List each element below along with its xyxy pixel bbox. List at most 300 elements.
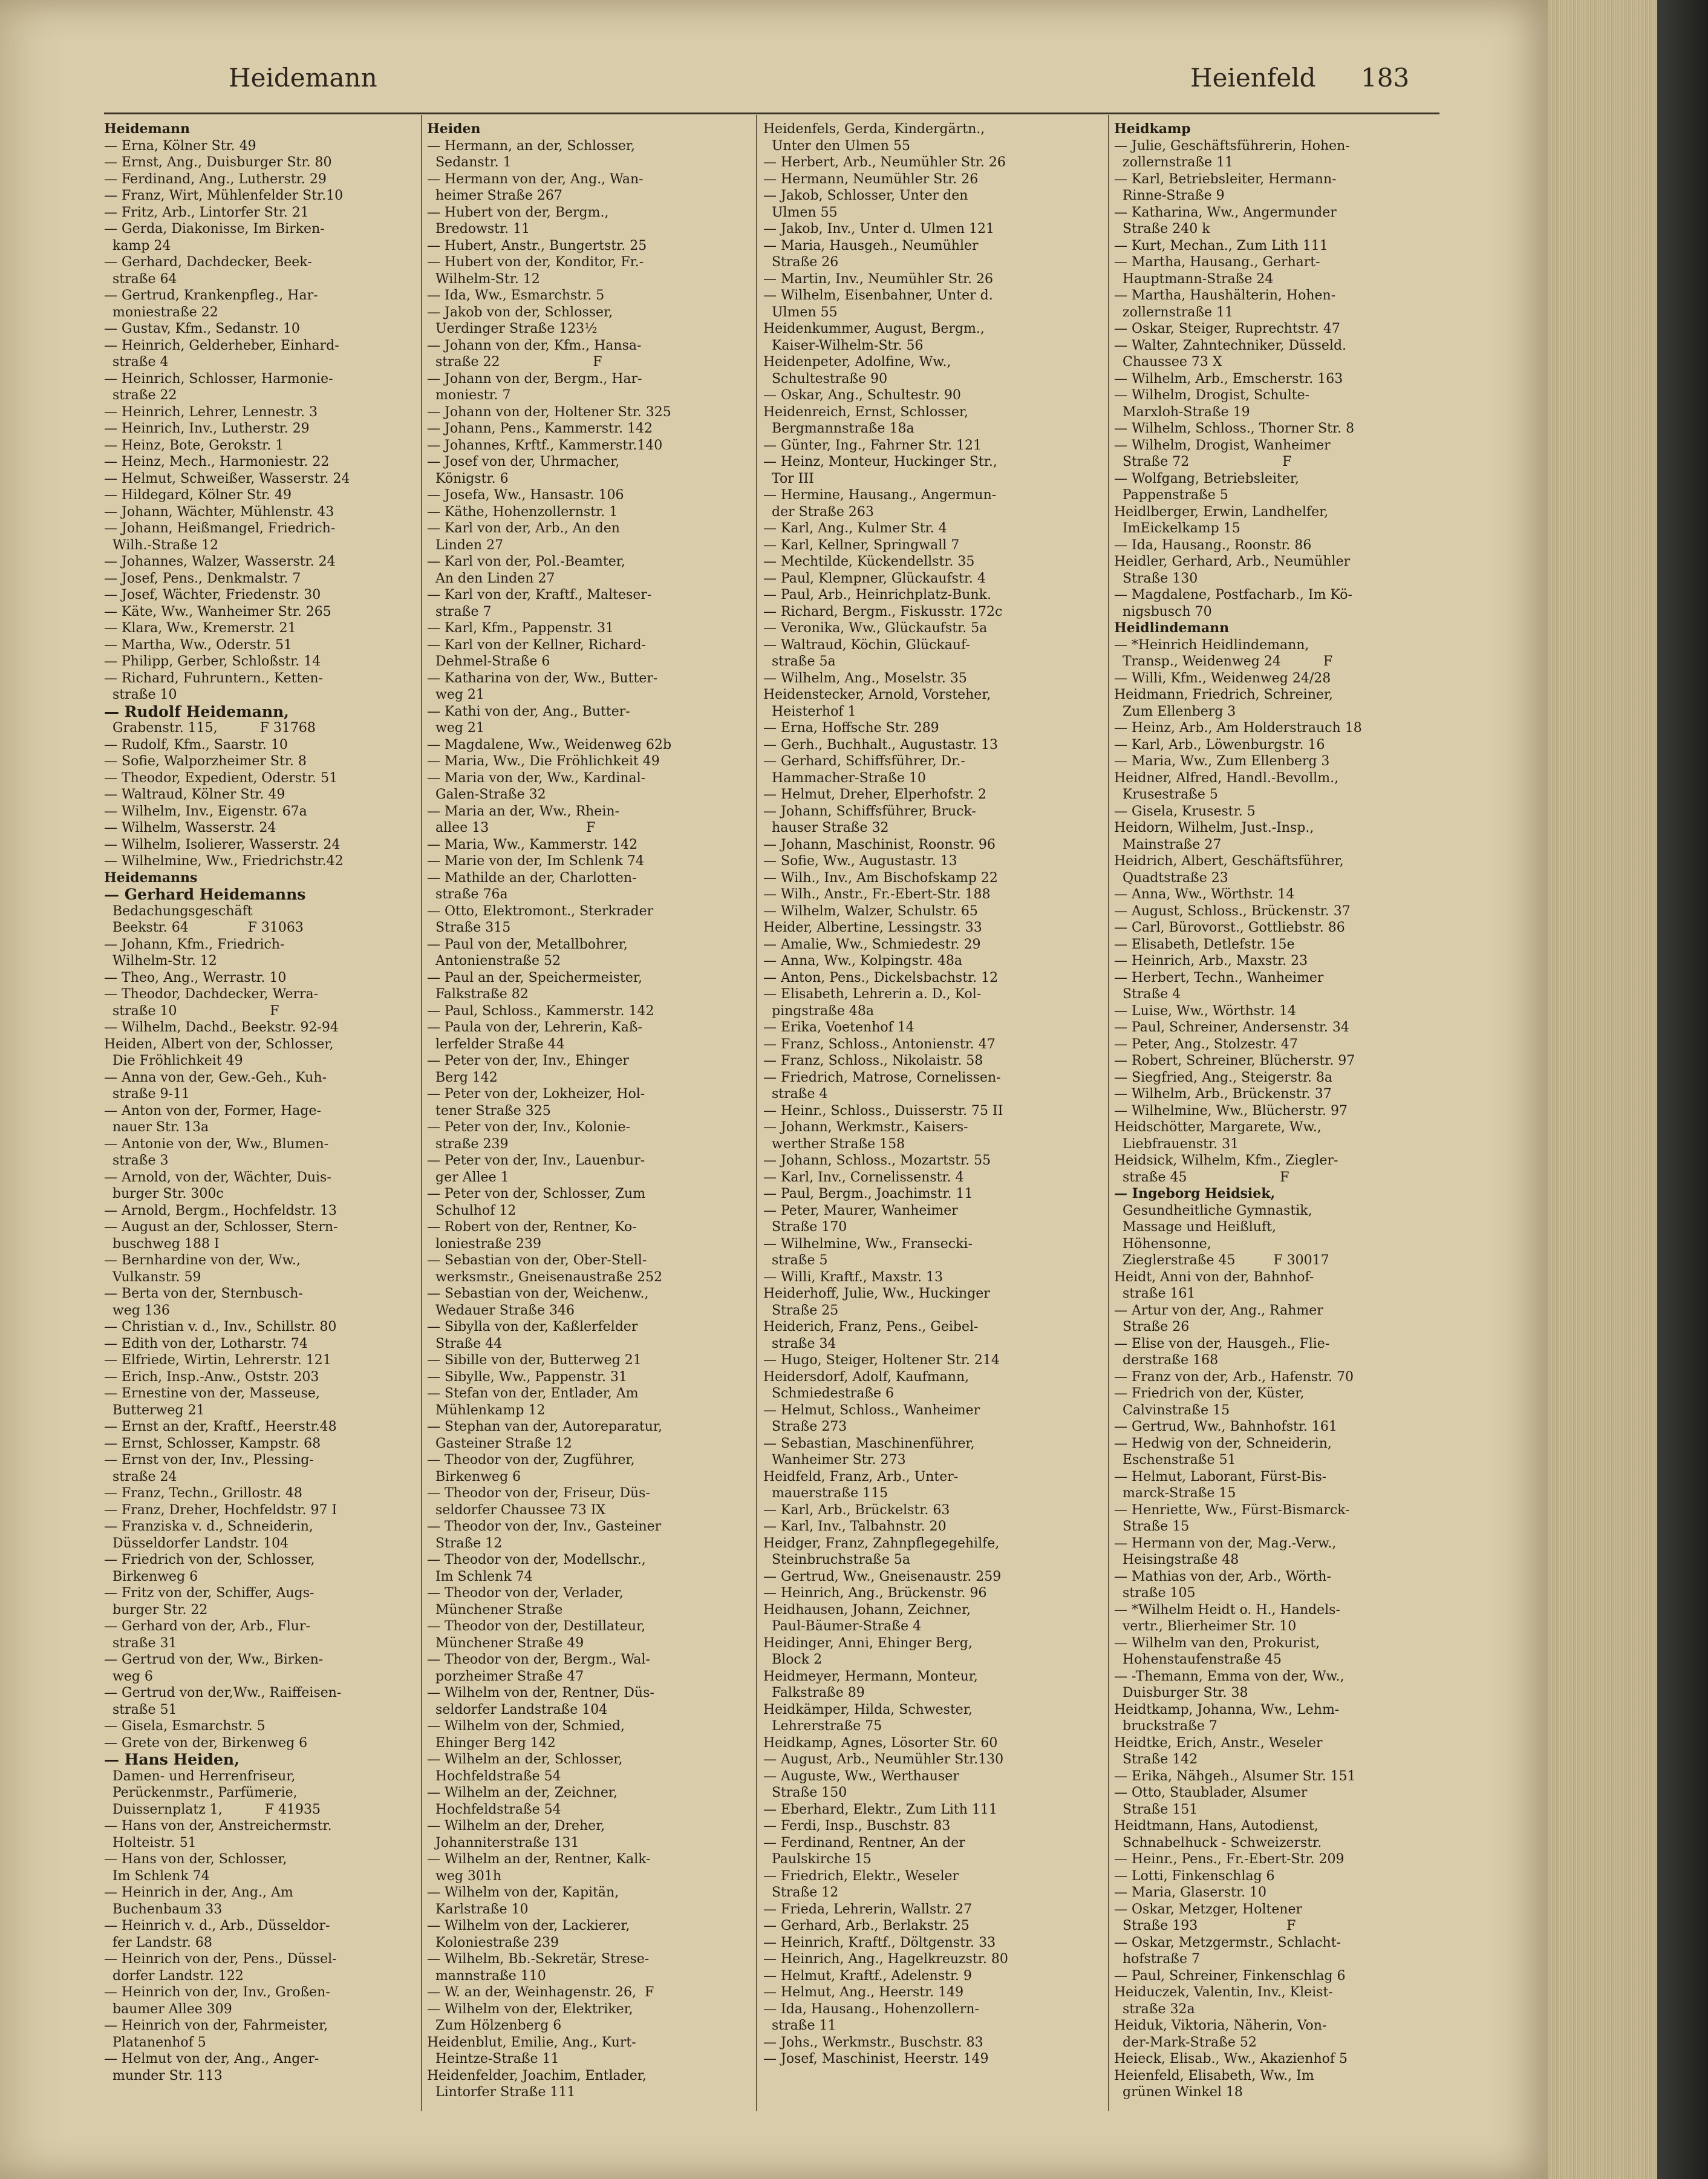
directory-line: seldorfer Landstraße 104 (427, 1702, 608, 1717)
directory-line: Butterweg 21 (104, 1402, 205, 1418)
directory-line: — Theodor von der, Modellschr., (427, 1552, 646, 1567)
directory-line: Hammacher-Straße 10 (763, 770, 926, 786)
directory-line: buschweg 188 I (104, 1236, 220, 1252)
directory-line: — Heinz, Monteur, Huckinger Str., (763, 454, 997, 469)
directory-line: Duissernplatz 1, F 41935 (104, 1802, 321, 1817)
directory-line: — Ernst von der, Inv., Plessing- (104, 1452, 314, 1468)
directory-line: — Josef, Pens., Denkmalstr. 7 (104, 570, 301, 586)
directory-line: — Heinr., Pens., Fr.-Ebert-Str. 209 (1114, 1852, 1345, 1867)
directory-line: — Stephan van der, Autoreparatur, (427, 1419, 662, 1434)
directory-line: Heidlindemann (1114, 620, 1230, 636)
column-divider (421, 115, 422, 2111)
directory-line: — Gertrud, Ww., Bahnhofstr. 161 (1114, 1419, 1337, 1434)
directory-line: — Heinz, Bote, Gerokstr. 1 (104, 437, 284, 453)
directory-line: — Heinrich, Arb., Maxstr. 23 (1114, 953, 1308, 969)
directory-line: — Mathilde an der, Charlotten- (427, 870, 637, 886)
directory-line: — Johann von der, Kfm., Hansa- (427, 338, 642, 353)
directory-line: — Wilh., Anstr., Fr.-Ebert-Str. 188 (763, 887, 991, 902)
directory-line: — Rudolf Heidemann, (104, 703, 289, 720)
directory-line: — Karl, Inv., Cornelissenstr. 4 (763, 1169, 964, 1185)
directory-line: Heiduk, Viktoria, Näherin, Von- (1114, 2018, 1327, 2033)
directory-line: — Karl von der, Pol.-Beamter, (427, 554, 625, 569)
directory-line: — Martha, Ww., Oderstr. 51 (104, 637, 292, 653)
directory-line: Transp., Weidenweg 24 F (1114, 654, 1333, 669)
directory-line: — Hubert von der, Bergm., (427, 204, 609, 220)
directory-line: Heidmann, Friedrich, Schreiner, (1114, 687, 1333, 702)
directory-line: Heienfeld, Elisabeth, Ww., Im (1114, 2068, 1314, 2083)
directory-line: — Paul, Klempner, Glückaufstr. 4 (763, 570, 986, 586)
directory-line: — Wilhelm von der, Kapitän, (427, 1885, 619, 1900)
directory-line: Unter den Ulmen 55 (763, 138, 910, 154)
directory-line: — Johs., Werkmstr., Buschstr. 83 (763, 2034, 983, 2050)
directory-line: — Anna, Ww., Wörthstr. 14 (1114, 887, 1295, 902)
directory-line: — Sibylle, Ww., Pappenstr. 31 (427, 1369, 627, 1385)
directory-line: zollernstraße 11 (1114, 304, 1234, 320)
directory-line: Heidenpeter, Adolfine, Ww., (763, 354, 951, 370)
directory-line: — Gerhard von der, Arb., Flur- (104, 1619, 310, 1634)
directory-line: — Johann, Kfm., Friedrich- (104, 936, 285, 952)
directory-line: straße 64 (104, 271, 177, 287)
directory-line: Birkenweg 6 (104, 1569, 198, 1584)
directory-line: Krusestraße 5 (1114, 787, 1218, 802)
directory-line: Straße 170 (763, 1220, 847, 1235)
directory-line: — Arnold, von der, Wächter, Duis- (104, 1169, 331, 1185)
directory-line: Münchener Straße (427, 1602, 563, 1618)
directory-line: — Heinrich v. d., Arb., Düsseldor- (104, 1918, 330, 1933)
directory-line: Wedauer Straße 346 (427, 1302, 575, 1318)
directory-line: Sedanstr. 1 (427, 155, 512, 170)
directory-line: — Gerhard, Arb., Berlakstr. 25 (763, 1918, 970, 1933)
directory-line: — Elisabeth, Detlefstr. 15e (1114, 936, 1295, 952)
directory-line: — *Heinrich Heidlindemann, (1114, 637, 1309, 653)
directory-line: mauerstraße 115 (763, 1486, 888, 1501)
directory-line: — Theodor von der, Bergm., Wal- (427, 1652, 650, 1667)
directory-line: — Julie, Geschäftsführerin, Hohen- (1114, 138, 1350, 154)
directory-line: straße 76a (427, 887, 508, 902)
directory-line: — Heinrich, Lehrer, Lennestr. 3 (104, 404, 318, 420)
directory-line: — Willi, Kraftf., Maxstr. 13 (763, 1269, 943, 1285)
directory-line: — Theodor von der, Friseur, Düs- (427, 1486, 650, 1501)
directory-line: — Wolfgang, Betriebsleiter, (1114, 471, 1299, 486)
directory-line: Perückenmstr., Parfümerie, (104, 1785, 298, 1800)
directory-line: Straße 193 F (1114, 1918, 1296, 1933)
directory-line: — Sebastian von der, Ober-Stell- (427, 1253, 647, 1268)
directory-line: heimer Straße 267 (427, 188, 562, 203)
directory-line: Uerdinger Straße 123½ (427, 321, 598, 336)
directory-line: — Maria, Ww., Die Fröhlichkeit 49 (427, 754, 660, 769)
directory-line: — Karl, Betriebsleiter, Hermann- (1114, 171, 1337, 187)
directory-line: Eschenstraße 51 (1114, 1452, 1236, 1468)
directory-line: Schulhof 12 (427, 1203, 517, 1218)
directory-line: — Gertrud, Krankenpfleg., Har- (104, 288, 318, 303)
directory-line: Heidt, Anni von der, Bahnhof- (1114, 1269, 1314, 1285)
directory-line: Johanniterstraße 131 (427, 1835, 579, 1851)
directory-line: — W. an der, Weinhagenstr. 26, F (427, 1985, 654, 2000)
directory-line: — Theodor von der, Zugführer, (427, 1452, 635, 1468)
directory-line: Massage und Heißluft, (1114, 1220, 1276, 1235)
directory-line: Straße 151 (1114, 1802, 1198, 1817)
page-number: 183 (1361, 63, 1410, 93)
directory-line: dorfer Landstr. 122 (104, 1968, 244, 1984)
directory-line: kamp 24 (104, 238, 171, 253)
directory-line: Im Schlenk 74 (104, 1868, 210, 1884)
directory-line: — Paul von der, Metallbohrer, (427, 936, 628, 952)
directory-line: Dehmel-Straße 6 (427, 654, 550, 669)
directory-line: Buchenbaum 33 (104, 1901, 223, 1917)
directory-line: Straße 25 (763, 1302, 839, 1318)
directory-line: straße 9-11 (104, 1086, 190, 1102)
directory-line: — Robert von der, Rentner, Ko- (427, 1220, 637, 1235)
directory-line: — Hubert von der, Konditor, Fr.- (427, 255, 644, 270)
directory-line: — Peter, Maurer, Wanheimer (763, 1203, 958, 1218)
directory-line: — Helmut, Laborant, Fürst-Bis- (1114, 1469, 1327, 1485)
directory-line: Bedachungsgeschäft (104, 903, 253, 919)
directory-line: — Heinz, Mech., Harmoniestr. 22 (104, 454, 330, 469)
directory-line: Pappenstraße 5 (1114, 488, 1228, 503)
directory-line: — Ida, Hausang., Roonstr. 86 (1114, 537, 1312, 553)
directory-line: Calvinstraße 15 (1114, 1402, 1230, 1418)
directory-line: Wilhelm-Str. 12 (427, 271, 540, 287)
directory-line: — Friedrich von der, Küster, (1114, 1386, 1305, 1401)
directory-line: — Peter von der, Inv., Kolonie- (427, 1120, 630, 1135)
directory-line: — Fritz von der, Schiffer, Augs- (104, 1586, 315, 1601)
directory-line: — Walter, Zahntechniker, Düsseld. (1114, 338, 1347, 353)
directory-line: nigsbusch 70 (1114, 604, 1212, 619)
directory-line: Tor III (763, 471, 814, 486)
directory-line: Heieck, Elisab., Ww., Akazienhof 5 (1114, 2051, 1348, 2066)
directory-line: moniestraße 22 (104, 304, 218, 320)
directory-line: Heidschötter, Margarete, Ww., (1114, 1120, 1322, 1135)
directory-line: Straße 12 (763, 1885, 839, 1900)
directory-line: Heiden, Albert von der, Schlosser, (104, 1036, 334, 1052)
directory-line: — Elfriede, Wirtin, Lehrerstr. 121 (104, 1353, 331, 1368)
directory-line: werther Straße 158 (763, 1136, 905, 1152)
directory-line: — Paul, Schloss., Kammerstr. 142 (427, 1003, 654, 1019)
directory-line: — Friedrich, Elektr., Weseler (763, 1868, 959, 1884)
directory-line: Heidler, Gerhard, Arb., Neumühler (1114, 554, 1351, 569)
column-4 (1114, 121, 1432, 2101)
directory-line: — Johann, Wächter, Mühlenstr. 43 (104, 504, 334, 520)
directory-line: — Ernst, Schlosser, Kampstr. 68 (104, 1436, 321, 1451)
directory-line: — Wilhelm, Drogist, Wanheimer (1114, 437, 1331, 453)
directory-line: Heidrich, Albert, Geschäftsführer, (1114, 854, 1344, 869)
directory-line: grünen Winkel 18 (1114, 2085, 1243, 2100)
directory-line: Wanheimer Str. 273 (763, 1452, 906, 1468)
directory-line: — Anton, Pens., Dickelsbachstr. 12 (763, 970, 999, 985)
directory-line: — Maria, Ww., Kammerstr. 142 (427, 837, 638, 852)
directory-line: — Johann von der, Holtener Str. 325 (427, 404, 671, 420)
directory-line: straße 4 (104, 354, 169, 370)
directory-line: — Christian v. d., Inv., Schillstr. 80 (104, 1319, 337, 1335)
directory-line: — Hubert, Anstr., Bungertstr. 25 (427, 238, 647, 253)
directory-line: Straße 130 (1114, 570, 1198, 586)
directory-line: — Gisela, Krusestr. 5 (1114, 803, 1256, 819)
directory-line: Heiden (427, 121, 481, 137)
directory-line: — Katharina von der, Ww., Butter- (427, 670, 658, 686)
directory-line: — Peter von der, Inv., Ehinger (427, 1053, 629, 1068)
directory-line: Heidorn, Wilhelm, Just.-Insp., (1114, 820, 1314, 835)
directory-line: — Karl von der, Kraftf., Malteser- (427, 587, 652, 603)
directory-line: — Sibille von der, Butterweg 21 (427, 1353, 642, 1368)
directory-line: — Karl, Arb., Brückelstr. 63 (763, 1502, 950, 1518)
directory-line: — Otto, Staublader, Alsumer (1114, 1785, 1308, 1800)
directory-line: hofstraße 7 (1114, 1952, 1201, 1967)
directory-line: Höhensonne, (1114, 1236, 1211, 1252)
directory-line: — Wilhelm, Inv., Eigenstr. 67a (104, 803, 307, 819)
directory-line: Düsseldorfer Landstr. 104 (104, 1535, 289, 1551)
directory-line: — Theodor von der, Destillateur, (427, 1619, 646, 1634)
directory-line: An den Linden 27 (427, 570, 555, 586)
directory-line: Heidenkummer, August, Bergm., (763, 321, 985, 336)
directory-line: Lintorfer Straße 111 (427, 2085, 576, 2100)
directory-line: allee 13 F (427, 820, 596, 835)
directory-line: — Peter von der, Lokheizer, Hol- (427, 1086, 645, 1102)
directory-line: Straße 4 (1114, 987, 1181, 1002)
directory-line: Heidtmann, Hans, Autodienst, (1114, 1818, 1318, 1834)
directory-line: — -Themann, Emma von der, Ww., (1114, 1668, 1345, 1684)
directory-line: — Hedwig von der, Schneiderin, (1114, 1436, 1332, 1451)
directory-line: — Heinrich, Ang., Hagelkreuzstr. 80 (763, 1952, 1008, 1967)
directory-line: — Wilhelm, Dachd., Beekstr. 92-94 (104, 1020, 339, 1035)
directory-line: Im Schlenk 74 (427, 1569, 533, 1584)
running-head-left: Heidemann (229, 63, 377, 93)
directory-line: Straße 44 (427, 1336, 503, 1351)
directory-line: Heidenfelder, Joachim, Entlader, (427, 2068, 647, 2083)
directory-line: — Heinrich in der, Ang., Am (104, 1885, 293, 1900)
directory-line: straße 5a (763, 654, 836, 669)
directory-line: — Hildegard, Kölner Str. 49 (104, 488, 292, 503)
directory-line: — Wilhelm an der, Zeichner, (427, 1785, 618, 1800)
directory-line: hauser Straße 32 (763, 820, 889, 835)
directory-line: Linden 27 (427, 537, 504, 553)
directory-line: Heidlberger, Erwin, Landhelfer, (1114, 504, 1329, 520)
directory-line: fer Landstr. 68 (104, 1935, 212, 1950)
directory-line: Wilh.-Straße 12 (104, 537, 219, 553)
directory-line: — Lotti, Finkenschlag 6 (1114, 1868, 1275, 1884)
directory-line: moniestr. 7 (427, 388, 511, 403)
directory-line: — Erna, Hoffsche Str. 289 (763, 720, 939, 736)
directory-line: — Stefan von der, Entlader, Am (427, 1386, 639, 1401)
directory-line: — Karl, Ang., Kulmer Str. 4 (763, 521, 947, 536)
directory-line: — Karl, Inv., Talbahnstr. 20 (763, 1519, 947, 1534)
directory-line: Straße 26 (1114, 1319, 1190, 1335)
directory-line: Königstr. 6 (427, 471, 509, 486)
directory-line: — Friedrich von der, Schlosser, (104, 1552, 315, 1567)
directory-line: Mühlenkamp 12 (427, 1402, 546, 1418)
directory-line: — *Wilhelm Heidt o. H., Handels- (1114, 1602, 1340, 1618)
directory-line: — Wilhelm, Drogist, Schulte- (1114, 388, 1310, 403)
directory-line: — Gertrud von der, Ww., Birken- (104, 1652, 324, 1667)
directory-line: straße 45 F (1114, 1169, 1289, 1185)
directory-line: straße 51 (104, 1702, 177, 1717)
column-1 (104, 121, 422, 2084)
directory-line: — Paul an der, Speichermeister, (427, 970, 642, 985)
directory-line: — Gisela, Esmarchstr. 5 (104, 1719, 266, 1734)
directory-line: — Magdalene, Postfacharb., Im Kö- (1114, 587, 1352, 603)
directory-line: — Heinrich, Schlosser, Harmonie- (104, 371, 333, 387)
directory-line: Heidtke, Erich, Anstr., Weseler (1114, 1735, 1323, 1751)
directory-line: — Theodor von der, Verlader, (427, 1586, 624, 1601)
directory-line: — Helmut, Dreher, Elperhofstr. 2 (763, 787, 987, 802)
directory-line: derstraße 168 (1114, 1353, 1219, 1368)
directory-line: — Ferdinand, Rentner, An der (763, 1835, 965, 1851)
directory-line: — Hermine, Hausang., Angermun- (763, 488, 997, 503)
directory-line: — Fritz, Arb., Lintorfer Str. 21 (104, 204, 309, 220)
directory-line: Heidner, Alfred, Handl.-Bevollm., (1114, 770, 1339, 786)
directory-line: ImEickelkamp 15 (1114, 521, 1240, 536)
directory-line: — Rudolf, Kfm., Saarstr. 10 (104, 737, 288, 753)
directory-line: — Wilhelm van den, Prokurist, (1114, 1635, 1320, 1651)
directory-line: — Hans von der, Anstreichermstr. (104, 1818, 332, 1834)
directory-line: straße 161 (1114, 1286, 1196, 1301)
directory-line: — Wilh., Inv., Am Bischofskamp 22 (763, 870, 998, 886)
directory-line: — Heinrich, Kraftf., Döltgenstr. 33 (763, 1935, 996, 1950)
directory-line: — Johann, Pens., Kammerstr. 142 (427, 421, 653, 436)
directory-line: — Wilhelm von der, Schmied, (427, 1719, 625, 1734)
directory-line: Lehrerstraße 75 (763, 1719, 882, 1734)
directory-line: Steinbruchstraße 5a (763, 1552, 910, 1567)
directory-line: — Erich, Insp.-Anw., Oststr. 203 (104, 1369, 319, 1385)
directory-line: — Martha, Hausang., Gerhart- (1114, 255, 1320, 270)
directory-line: — Gustav, Kfm., Sedanstr. 10 (104, 321, 300, 336)
directory-line: — Johann, Heißmangel, Friedrich- (104, 521, 336, 536)
directory-line: Liebfrauenstr. 31 (1114, 1136, 1239, 1152)
directory-line: — Anna von der, Gew.-Geh., Kuh- (104, 1070, 327, 1085)
directory-line: — Josef, Maschinist, Heerstr. 149 (763, 2051, 989, 2066)
directory-line: — Waltraud, Kölner Str. 49 (104, 787, 285, 802)
directory-line: — Theo, Ang., Werrastr. 10 (104, 970, 287, 985)
directory-line: — Ernst an der, Kraftf., Heerstr.48 (104, 1419, 337, 1434)
directory-line: Rinne-Straße 9 (1114, 188, 1225, 203)
directory-line: Block 2 (763, 1652, 823, 1667)
directory-line: Falkstraße 89 (763, 1685, 865, 1700)
directory-line: — Gerhard Heidemanns (104, 886, 306, 903)
directory-line: Platanenhof 5 (104, 2034, 206, 2050)
header-rule (104, 113, 1439, 114)
directory-line: der Straße 263 (763, 504, 874, 520)
directory-line: Heidger, Franz, Zahnpflegegehilfe, (763, 1535, 1000, 1551)
directory-line: — Sebastian, Maschinenführer, (763, 1436, 975, 1451)
directory-line: — Herbert, Arb., Neumühler Str. 26 (763, 155, 1006, 170)
directory-line: Birkenweg 6 (427, 1469, 521, 1485)
directory-line: Kaiser-Wilhelm-Str. 56 (763, 338, 924, 353)
directory-line: Heidsick, Wilhelm, Kfm., Ziegler- (1114, 1153, 1338, 1168)
directory-line: baumer Allee 309 (104, 2001, 232, 2017)
directory-line: Heidkamp (1114, 121, 1191, 137)
directory-line: Duisburger Str. 38 (1114, 1685, 1248, 1700)
directory-line: Heidkämper, Hilda, Schwester, (763, 1702, 973, 1717)
directory-line: — Philipp, Gerber, Schloßstr. 14 (104, 654, 321, 669)
directory-line: — Paul, Bergm., Joachimstr. 11 (763, 1186, 973, 1201)
directory-line: — Gertrud, Ww., Gneisenaustr. 259 (763, 1569, 1002, 1584)
directory-line: — Theodor, Dachdecker, Werra- (104, 987, 319, 1002)
directory-line: — Hermann, Neumühler Str. 26 (763, 171, 979, 187)
directory-line: — Bernhardine von der, Ww., (104, 1253, 301, 1268)
directory-line: — Maria, Ww., Zum Ellenberg 3 (1114, 754, 1330, 769)
directory-line: — Katharina, Ww., Angermunder (1114, 204, 1337, 220)
directory-line: straße 32a (1114, 2001, 1195, 2017)
directory-line: — Franz, Wirt, Mühlenfelder Str.10 (104, 188, 344, 203)
directory-line: — Karl, Kellner, Springwall 7 (763, 537, 960, 553)
directory-line: Heidfeld, Franz, Arb., Unter- (763, 1469, 959, 1485)
directory-line: weg 21 (427, 720, 484, 736)
directory-line: — Wilhelm, Walzer, Schulstr. 65 (763, 903, 978, 919)
directory-line: zollernstraße 11 (1114, 155, 1234, 170)
directory-line: straße 11 (763, 2018, 836, 2033)
directory-line: Beekstr. 64 F 31063 (104, 920, 304, 935)
directory-line: Zum Hölzenberg 6 (427, 2018, 562, 2033)
directory-line: — Theodor von der, Inv., Gasteiner (427, 1519, 662, 1534)
directory-line: — Luise, Ww., Wörthstr. 14 (1114, 1003, 1297, 1019)
directory-line: — Carl, Bürovorst., Gottliebstr. 86 (1114, 920, 1345, 935)
directory-line: Heidenreich, Ernst, Schlosser, (763, 404, 968, 420)
directory-line: — Josef von der, Uhrmacher, (427, 454, 620, 469)
directory-line: Ulmen 55 (763, 204, 838, 220)
directory-line: — Helmut, Ang., Heerstr. 149 (763, 1985, 964, 2000)
directory-line: Schmiedestraße 6 (763, 1386, 895, 1401)
directory-line: — Heinrich, Ang., Brückenstr. 96 (763, 1586, 987, 1601)
directory-line: Heisterhof 1 (763, 704, 856, 719)
directory-line: Straße 26 (763, 255, 839, 270)
directory-line: — Theodor, Expedient, Oderstr. 51 (104, 770, 338, 786)
directory-line: — Otto, Elektromont., Sterkrader (427, 903, 654, 919)
directory-line: — Eberhard, Elektr., Zum Lith 111 (763, 1802, 997, 1817)
directory-line: — Ingeborg Heidsiek, (1114, 1186, 1276, 1201)
directory-line: Heidenfels, Gerda, Kindergärtn., (763, 122, 985, 137)
directory-line: straße 22 (104, 388, 177, 403)
directory-line: — Herbert, Techn., Wanheimer (1114, 970, 1324, 985)
directory-line: munder Str. 113 (104, 2068, 223, 2083)
directory-line: — Johann, Schiffsführer, Bruck- (763, 803, 976, 819)
directory-line: — Wilhelm, Eisenbahner, Unter d. (763, 288, 993, 303)
directory-line: — Sebastian von der, Weichenw., (427, 1286, 649, 1301)
directory-line: Karlstraße 10 (427, 1901, 529, 1917)
directory-line: — Willi, Kfm., Weidenweg 24/28 (1114, 670, 1331, 686)
directory-line: — Franz, Schloss., Antonienstr. 47 (763, 1036, 996, 1052)
directory-line: Heiduczek, Valentin, Inv., Kleist- (1114, 1985, 1333, 2000)
directory-line: — Paul, Arb., Heinrichplatz-Bunk. (763, 587, 991, 603)
directory-line: — Frieda, Lehrerin, Wallstr. 27 (763, 1901, 973, 1917)
directory-line: der-Mark-Straße 52 (1114, 2034, 1257, 2050)
directory-line: Straße 315 (427, 920, 511, 935)
column-divider (1108, 115, 1109, 2111)
directory-line: Vulkanstr. 59 (104, 1269, 201, 1285)
directory-line: — Berta von der, Sternbusch- (104, 1286, 303, 1301)
directory-line: Wilhelm-Str. 12 (104, 953, 217, 969)
directory-line: — Heinz, Arb., Am Holderstrauch 18 (1114, 720, 1362, 736)
directory-line: Paulskirche 15 (763, 1852, 872, 1867)
directory-line: — Wilhelm, Ang., Moselstr. 35 (763, 670, 967, 686)
directory-line: Straße 72 F (1114, 454, 1292, 469)
directory-line: — Gerh., Buchhalt., Augustastr. 13 (763, 737, 998, 753)
column-2 (427, 121, 745, 2101)
directory-line: — Ernestine von der, Masseuse, (104, 1386, 320, 1401)
directory-line: — Martin, Inv., Neumühler Str. 26 (763, 271, 994, 287)
directory-line: werksmstr., Gneisenaustraße 252 (427, 1269, 663, 1285)
directory-line: straße 7 (427, 604, 492, 619)
directory-line: Bredowstr. 11 (427, 221, 530, 237)
directory-line: — Artur von der, Ang., Rahmer (1114, 1302, 1323, 1318)
directory-line: — Wilhelm von der, Elektriker, (427, 2001, 633, 2017)
directory-line: nauer Str. 13a (104, 1120, 209, 1135)
directory-line: — Oskar, Metzger, Holtener (1114, 1901, 1303, 1917)
directory-line: tener Straße 325 (427, 1103, 551, 1119)
directory-line: Quadtstraße 23 (1114, 870, 1228, 886)
directory-line: — Paula von der, Lehrerin, Kaß- (427, 1020, 642, 1035)
directory-line: — Kurt, Mechan., Zum Lith 111 (1114, 238, 1328, 253)
directory-line: Heidhausen, Johann, Zeichner, (763, 1602, 971, 1618)
directory-line: — Josefa, Ww., Hansastr. 106 (427, 488, 624, 503)
